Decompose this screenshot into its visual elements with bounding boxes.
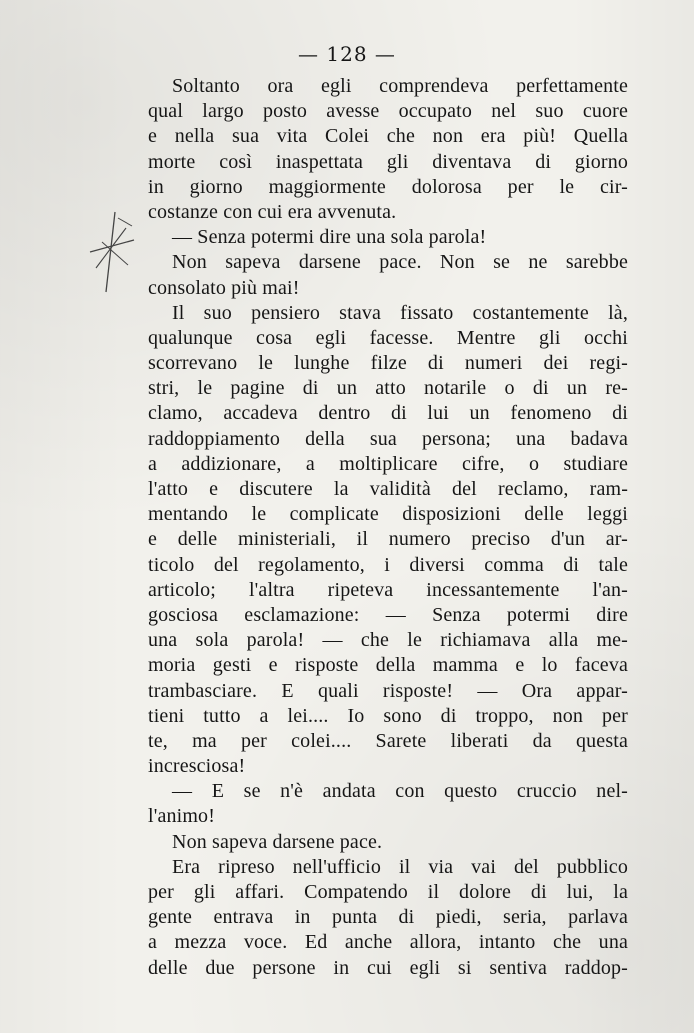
text-line: morte così inaspettata gli diventava di giorno xyxy=(148,150,628,173)
text-line: Non sapeva darsene pace. xyxy=(172,830,383,853)
body-text xyxy=(148,74,628,981)
text-line: te, ma per colei.... Sarete liberati da questa xyxy=(148,729,628,752)
text-line: mentando le complicate disposizioni delle leggi xyxy=(148,503,628,526)
text-line: articolo; l'altra ripeteva incessantemente l'an- xyxy=(148,578,628,601)
text-line: moria gesti e risposte della mamma e lo faceva xyxy=(148,654,628,677)
text-line: l'animo! xyxy=(148,805,216,828)
text-line: e nella sua vita Colei che non era più! Quella xyxy=(148,125,628,148)
text-line: consolato più mai! xyxy=(148,276,300,299)
text-line: Soltanto ora egli comprendeva perfettamente xyxy=(172,75,628,97)
text-line: stri, le pagine di un atto notarile o di un re- xyxy=(148,377,628,400)
text-line: gente entrava in punta di piedi, seria, parlava xyxy=(148,906,628,929)
text-line: raddoppiamento della sua persona; una badava xyxy=(148,427,628,450)
text-line: delle due persone in cui egli si sentiva raddop- xyxy=(148,956,628,979)
text-line: in giorno maggiormente dolorosa per le cir- xyxy=(148,175,628,198)
text-line: ticolo del regolamento, i diversi comma di tale xyxy=(148,553,628,576)
text-line: incresciosa! xyxy=(148,755,246,778)
text-line: Era ripreso nell'ufficio il via vai del pubblico xyxy=(172,855,628,878)
text-line: a mezza voce. Ed anche allora, intanto che una xyxy=(148,931,628,954)
text-line: l'atto e discutere la validità del reclamo, ram- xyxy=(148,478,628,500)
text-line: — E se n'è andata con questo cruccio nel- xyxy=(172,780,628,803)
text-line: e delle ministeriali, il numero preciso d'un ar- xyxy=(148,528,628,551)
text-line: costanze con cui era avvenuta. xyxy=(148,200,397,223)
pencil-mark-icon xyxy=(82,210,152,300)
text-line: Non sapeva darsene pace. Non se ne sarebbe xyxy=(172,251,628,274)
text-line: trambasciare. E quali risposte! — Ora appar- xyxy=(148,679,628,702)
text-line: una sola parola! — che le richiamava alla me- xyxy=(148,629,628,652)
text-line: scorrevano le lunghe filze di numeri dei regi- xyxy=(148,352,628,375)
page-number: — 128 — xyxy=(298,42,396,66)
text-line: gosciosa esclamazione: — Senza potermi dire xyxy=(148,603,628,626)
text-line: qualunque cosa egli facesse. Mentre gli occhi xyxy=(148,326,628,349)
text-line: Il suo pensiero stava fissato costantemente là, xyxy=(172,301,628,324)
text-line: tieni tutto a lei.... Io sono di troppo, non per xyxy=(148,704,628,727)
text-line: per gli affari. Compatendo il dolore di lui, la xyxy=(148,881,628,903)
text-line: a addizionare, a moltiplicare cifre, o studiare xyxy=(148,452,628,475)
text-line: qual largo posto avesse occupato nel suo cuore xyxy=(148,100,628,123)
text-line: — Senza potermi dire una sola parola! xyxy=(172,226,487,249)
text-line: clamo, accadeva dentro di lui un fenomeno di xyxy=(148,402,628,425)
